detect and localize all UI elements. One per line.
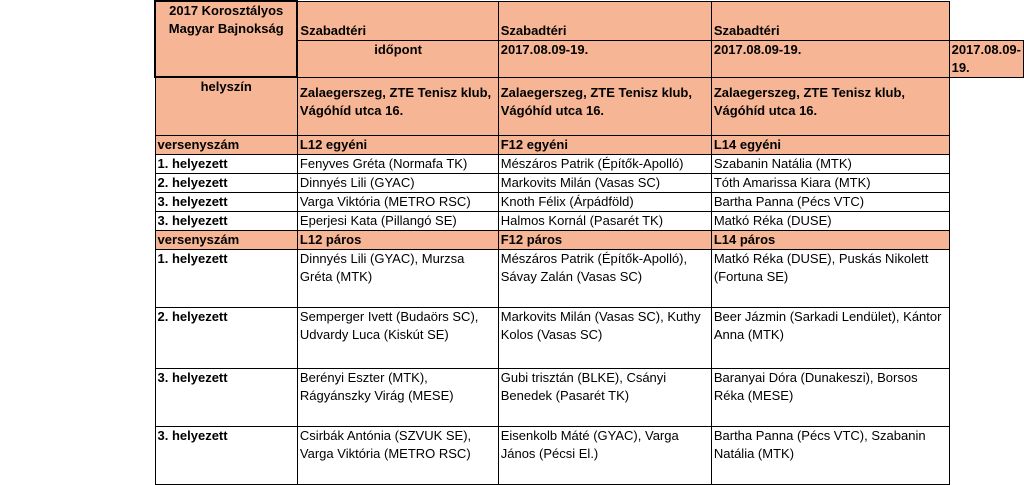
result-cell: Csirbák Antónia (SZVUK SE), Varga Viktória (METRO RSC)	[297, 426, 498, 484]
result-cell: Bartha Panna (Pécs VTC)	[711, 192, 949, 211]
table-row	[155, 154, 1024, 173]
result-cell: Szabanin Natália (MTK)	[711, 154, 949, 173]
event-label: versenyszám	[155, 135, 297, 154]
event-name: F12 egyéni	[498, 135, 711, 154]
result-cell: Dinnyés Lili (GYAC)	[297, 173, 498, 192]
venue-cell: Zalaegerszeg, ZTE Tenisz klub, Vágóhíd utca 16.	[498, 77, 711, 135]
venue-cell: Zalaegerszeg, ZTE Tenisz klub, Vágóhíd utca 16.	[711, 77, 949, 135]
result-cell: Dinnyés Lili (GYAC), Murzsa Gréta (MTK)	[297, 249, 498, 307]
result-cell: Semperger Ivett (Budaörs SC), Udvardy Luca (Kiskút SE)	[297, 307, 498, 368]
result-cell: Markovits Milán (Vasas SC), Kuthy Kolos (Vasas SC)	[498, 307, 711, 368]
place-label: 2. helyezett	[155, 307, 297, 368]
event-name: L12 egyéni	[297, 135, 498, 154]
result-cell: Berényi Eszter (MTK), Rágyánszky Virág (MESE)	[297, 368, 498, 426]
date-cell: 2017.08.09-19.	[949, 40, 1023, 77]
table-row	[155, 426, 1024, 484]
result-cell: Mészáros Patrik (Építők-Apolló)	[498, 154, 711, 173]
event-name: F12 páros	[498, 230, 711, 249]
result-cell: Markovits Milán (Vasas SC)	[498, 173, 711, 192]
result-cell: Eisenkolb Máté (GYAC), Varga János (Pécsi El.)	[498, 426, 711, 484]
event-name: L12 páros	[297, 230, 498, 249]
result-cell: Matkó Réka (DUSE), Puskás Nikolett (Fortuna SE)	[711, 249, 949, 307]
event-name: L14 páros	[711, 230, 949, 249]
place-label: 1. helyezett	[155, 154, 297, 173]
table-row	[155, 173, 1024, 192]
result-cell: Varga Viktória (METRO RSC)	[297, 192, 498, 211]
date-cell: 2017.08.09-19.	[498, 40, 711, 77]
place-label: 3. helyezett	[155, 192, 297, 211]
place-label: 3. helyezett	[155, 426, 297, 484]
date-cell: 2017.08.09-19.	[711, 40, 949, 77]
table-row	[155, 211, 1024, 230]
venue-cell: Zalaegerszeg, ZTE Tenisz klub, Vágóhíd utca 16.	[297, 77, 498, 135]
result-cell: Bartha Panna (Pécs VTC), Szabanin Natália (MTK)	[711, 426, 949, 484]
place-label: 3. helyezett	[155, 368, 297, 426]
event-label: versenyszám	[155, 230, 297, 249]
table-row	[155, 192, 1024, 211]
place-label: 2. helyezett	[155, 173, 297, 192]
result-cell: Baranyai Dóra (Dunakeszi), Borsos Réka (MESE)	[711, 368, 949, 426]
table-row	[155, 368, 1024, 426]
championship-title: 2017 Korosztályos Magyar Bajnokság	[155, 1, 297, 77]
results-table	[154, 0, 1024, 485]
result-cell: Beer Jázmin (Sarkadi Lendület), Kántor Anna (MTK)	[711, 307, 949, 368]
result-cell: Halmos Kornál (Pasarét TK)	[498, 211, 711, 230]
result-cell: Gubi trisztán (BLKE), Csányi Benedek (Pasarét TK)	[498, 368, 711, 426]
result-cell: Mészáros Patrik (Építők-Apolló), Sávay Zalán (Vasas SC)	[498, 249, 711, 307]
place-label: 3. helyezett	[155, 211, 297, 230]
result-cell: Eperjesi Kata (Pillangó SE)	[297, 211, 498, 230]
table-row	[155, 249, 1024, 307]
event-name: L14 egyéni	[711, 135, 949, 154]
date-label: időpont	[297, 40, 498, 77]
place-label: 1. helyezett	[155, 249, 297, 307]
venue-label: helyszín	[155, 77, 297, 135]
result-cell: Fenyves Gréta (Normafa TK)	[297, 154, 498, 173]
type-cell: Szabadtéri	[498, 1, 711, 40]
result-cell: Knoth Félix (Árpádföld)	[498, 192, 711, 211]
type-cell: Szabadtéri	[711, 1, 949, 40]
result-cell: Tóth Amarissa Kiara (MTK)	[711, 173, 949, 192]
result-cell: Matkó Réka (DUSE)	[711, 211, 949, 230]
table-row	[155, 307, 1024, 368]
type-cell: Szabadtéri	[297, 1, 498, 40]
